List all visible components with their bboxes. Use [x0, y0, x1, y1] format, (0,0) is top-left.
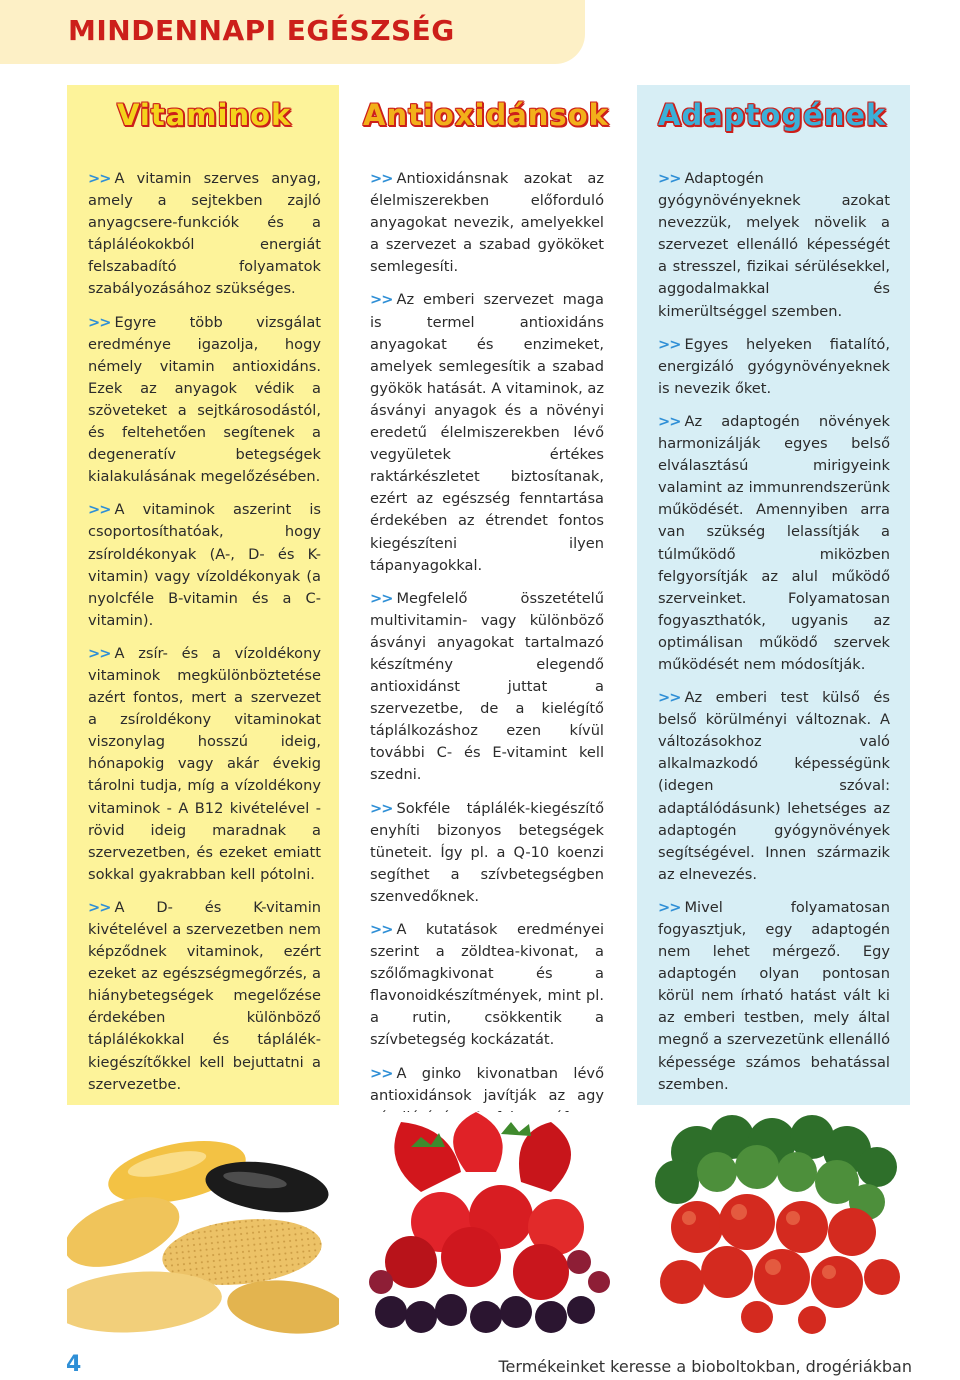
antioxidants-heading: Antioxidánsok: [363, 98, 609, 132]
antioxidants-text: [370, 168, 604, 1206]
arrow-icon: >>: [88, 644, 111, 662]
footer-text: Termékeinket keresse a bioboltokban, drogériákban: [498, 1357, 912, 1376]
adaptogens-heading: Adaptogének: [658, 98, 887, 132]
arrow-icon: >>: [658, 412, 681, 430]
arrow-icon: >>: [370, 1064, 393, 1082]
paragraph: >> Sokféle táplálék-kiegészítő enyhíti bizonyos betegségek tüneteit. Így pl. a Q-10 koenzi segíthet a szívbetegségben szenvedőknek.: [370, 799, 604, 905]
arrow-icon: >>: [370, 921, 393, 938]
vitamins-text: [88, 168, 321, 1107]
paragraph: >> Megfelelő összetételű multivitamin- vagy különböző ásványi anyagokat tartalmazó készítmény elegendő antioxidánst juttat a szervezetbe, de a kielégítő táplálkozáshoz ezen kívül további C- és E-vitamint kell szedni.: [370, 589, 604, 784]
paragraph: >> A vitamin szerves anyag, amely a sejtekben zajló anyagcsere-funkciók és a tápláléokokból energiát felszabadító folyamatok szabályozásához szükséges.: [88, 170, 321, 298]
capsules-image: [67, 1112, 339, 1334]
paragraph: >> Mivel folyamatosan fogyasztjuk, egy adaptogén nem lehet mérgező. Egy adaptogén olyan pontosan körül nem írható hatást vált ki az emberi testben, mely által megnő a szervezetünk ellenálló képessége számos behatással szemben.: [658, 898, 890, 1093]
paragraph: >> Egyes helyeken fiatalító, energizáló gyógynövényeknek is nevezik őket.: [658, 335, 890, 397]
paragraph: >> Antioxidánsnak azokat az élelmiszerekben előforduló anyagokat nevezik, amelyekkel a szervezet a szabad gyököket semlegesíti.: [370, 170, 604, 276]
arrow-icon: >>: [658, 898, 681, 916]
paragraph: >> A zsír- és a vízoldékony vitaminok megkülönböztetése azért fontos, mert a szervezet a zsíroldékony vitaminokat viszonylag hosszú ideig, hónapokig vagy akár évekig tárolni tudja, míg a vízoldékony vitaminok - A B12 kivételével - rövid ideig maradnak a szervezetben, és ezeket emiatt sokkal gyakrabban kell pótolni.: [88, 644, 321, 883]
paragraph: >> A kutatások eredményei szerint a zöldtea-kivonat, a szőlőmagkivonat és a flavonoidkészítmények, mint pl. a rutin, csökkentik a szívbetegség kockázatát.: [370, 921, 604, 1049]
adaptogens-text: [658, 168, 890, 1107]
page-number: 4: [66, 1352, 82, 1377]
arrow-icon: >>: [88, 898, 111, 916]
paragraph: >> A ginko kivonatban lévő antioxidánsok javítják az agy: [370, 1064, 604, 1104]
page-title: MINDENNAPI EGÉSZSÉG: [68, 14, 455, 47]
arrow-icon: >>: [370, 589, 393, 607]
arrow-icon: >>: [88, 170, 111, 187]
paragraph: >> Adaptogén gyógynövényeknek azokat nevezzük, melyek növelik a szervezet ellenálló képességét a stresszel, fizikai sérülésekkel, aggodalmakkal és kimerültséggel szemben.: [658, 170, 890, 320]
paragraph: >> A D- és K-vitamin kivételével a szervezetben nem képződnek vitaminok, ezért ezeket az egészségmegőrzés, a hiánybetegségek megelőzése érdekében különböző táplálékokkal és táplálék-kiegészítőkkel kell bejuttatni a szervezetbe.: [88, 898, 321, 1093]
paragraph: >> A vitaminok aszerint is csoportosíthatóak, hogy zsíroldékonyak (A-, D- és K-vitamin) vagy vízoldékonyak (a nyolcféle B-vitamin és a C-vitamin).: [88, 501, 321, 629]
arrow-icon: >>: [370, 170, 393, 187]
arrow-icon: >>: [658, 170, 681, 187]
arrow-icon: >>: [370, 799, 393, 817]
arrow-icon: >>: [658, 689, 681, 707]
vegetables-image: [637, 1112, 910, 1334]
arrow-icon: >>: [88, 313, 111, 331]
paragraph: >> Az emberi szervezet maga is termel antioxidáns anyagokat és enzimeket, amelyek semlegesítik a szabad gyökök hatását. A vitaminok, az ásványi anyagok és a növényi eredetű élelmiszerekben lévő vegyületek értékes raktárkészletet biztosítanak, ezért az egészség fenntartása érdekében az étrendet fontos kiegészíteni ilyen tápanyagokkal.: [370, 291, 604, 574]
arrow-icon: >>: [658, 335, 681, 353]
paragraph: >> Az adaptogén növények harmonizálják egyes belső elválasztású mirigyeink valamint az immunrendszerünk működését. Amennyiben arra van szükség lelassítják a túlműködő miközben felgyorsítják az alul működő szerveinket. Folyamatosan fogyaszthatók, ugyanis az optimálisan működő szervek működését nem módosítják.: [658, 412, 890, 673]
vitamins-heading: Vitaminok: [117, 98, 292, 132]
paragraph: >> Az emberi test külső és belső körülményi változnak. A változásokhoz való alkalmazkodó képességünk (idegen szóval: adaptálódásunk) lehetséges az adaptogén gyógynövények segítségével. Innen származik az elnevezés.: [658, 689, 890, 883]
paragraph: >> Egyre több vizsgálat eredménye igazolja, hogy némely vitamin antioxidáns. Ezek az anyagok védik a szöveteket a sejtkárosodástól, és feltehetően segítenek a degeneratív betegségek kialakulásának megelőzésében.: [88, 313, 321, 486]
berries-image: [351, 1112, 623, 1334]
arrow-icon: >>: [88, 501, 111, 519]
arrow-icon: >>: [370, 291, 393, 309]
